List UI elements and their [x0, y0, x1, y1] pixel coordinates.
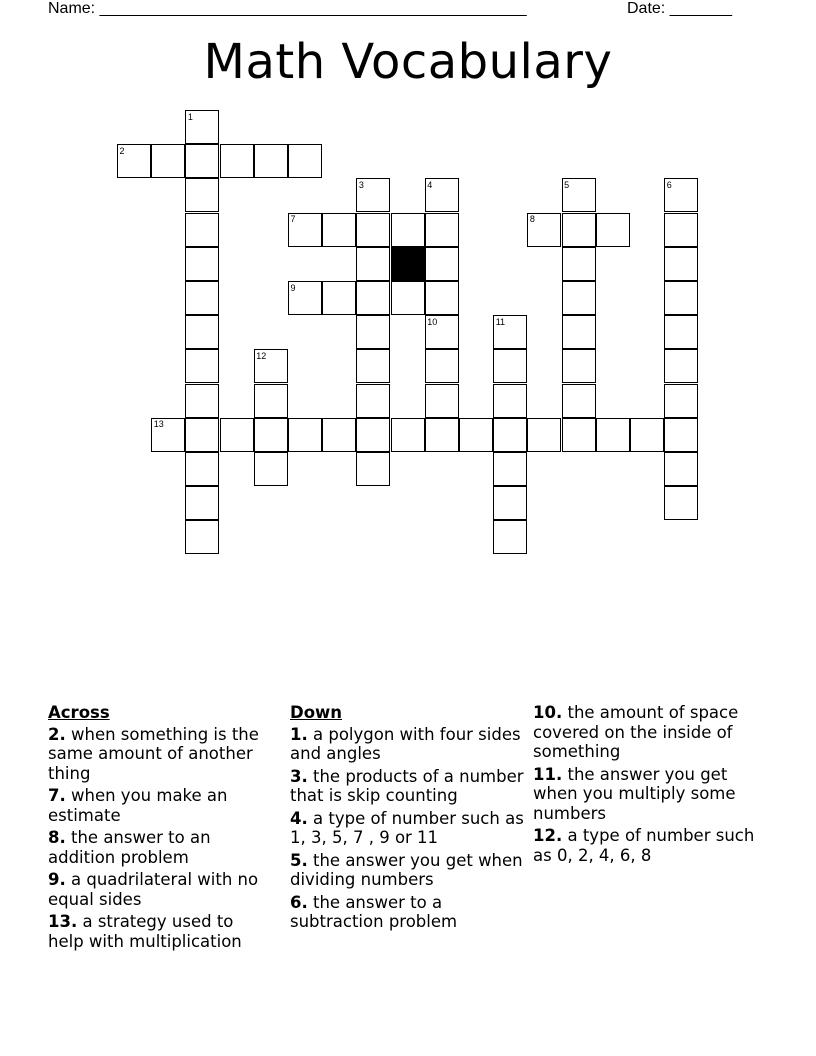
date-field[interactable]: Date: _______	[627, 0, 732, 17]
clue-number: 11.	[533, 764, 563, 784]
grid-cell[interactable]	[220, 144, 254, 178]
grid-cell[interactable]	[562, 349, 596, 383]
clue-number: 1.	[290, 724, 308, 744]
grid-cell[interactable]	[185, 315, 219, 349]
grid-cell[interactable]	[356, 452, 390, 486]
grid-cell[interactable]	[596, 213, 630, 247]
clue-down-6	[290, 893, 526, 932]
clue-number: 12.	[533, 826, 563, 845]
clue-text: a polygon with four sides and angles	[290, 724, 521, 763]
down-clues-2	[533, 703, 758, 868]
clue-number: 6.	[290, 892, 308, 912]
grid-cell[interactable]	[664, 247, 698, 281]
grid-number: 2	[119, 145, 125, 156]
grid-cell[interactable]	[391, 213, 425, 247]
clue-text: the answer you get when you multiply some numbers	[533, 764, 736, 823]
grid-cell[interactable]	[254, 418, 288, 452]
grid-cell[interactable]	[254, 384, 288, 418]
grid-cell[interactable]	[185, 349, 219, 383]
grid-cell-blocked	[391, 247, 425, 281]
grid-cell[interactable]	[185, 452, 219, 486]
clue-text: a type of number such as 0, 2, 4, 6, 8	[533, 826, 755, 865]
clue-text: a strategy used to help with multiplication	[48, 912, 242, 951]
clue-text: the products of a number that is skip counting	[290, 766, 524, 805]
grid-cell[interactable]	[356, 315, 390, 349]
grid-cell[interactable]	[185, 144, 219, 178]
clue-down-3	[290, 767, 526, 806]
grid-cell[interactable]	[425, 281, 459, 315]
grid-cell[interactable]	[425, 349, 459, 383]
grid-number: 1	[187, 111, 193, 122]
grid-cell[interactable]	[493, 418, 527, 452]
grid-cell[interactable]	[664, 486, 698, 520]
grid-number: 3	[358, 179, 364, 190]
grid-cell[interactable]	[425, 213, 459, 247]
grid-cell[interactable]	[356, 281, 390, 315]
clue-across-9	[48, 870, 268, 909]
grid-cell[interactable]	[562, 315, 596, 349]
grid-cell[interactable]	[185, 486, 219, 520]
clue-text: the answer to an addition problem	[48, 828, 211, 867]
grid-cell[interactable]	[664, 213, 698, 247]
grid-cell[interactable]	[562, 213, 596, 247]
grid-cell[interactable]	[185, 281, 219, 315]
clue-text: a quadrilateral with no equal sides	[48, 870, 259, 909]
grid-cell[interactable]	[322, 418, 356, 452]
grid-number: 13	[153, 419, 164, 430]
grid-cell[interactable]	[288, 144, 322, 178]
grid-cell[interactable]	[185, 213, 219, 247]
grid-cell[interactable]	[562, 418, 596, 452]
clue-text: the amount of space covered on the inside of something	[533, 703, 739, 761]
grid-number: 4	[427, 179, 433, 190]
grid-cell[interactable]	[391, 418, 425, 452]
clue-number: 5.	[290, 850, 308, 870]
grid-cell[interactable]	[151, 144, 185, 178]
clue-text: the answer to a subtraction problem	[290, 892, 458, 931]
grid-cell[interactable]	[664, 384, 698, 418]
grid-cell[interactable]	[562, 247, 596, 281]
grid-cell[interactable]	[185, 418, 219, 452]
grid-cell[interactable]	[425, 247, 459, 281]
down-clues-1	[290, 703, 526, 935]
clue-text: when you make an estimate	[48, 786, 228, 825]
grid-number: 10	[427, 316, 438, 327]
grid-number: 9	[290, 282, 296, 293]
clue-down-5	[290, 851, 526, 890]
grid-cell[interactable]	[527, 418, 561, 452]
grid-cell[interactable]	[356, 384, 390, 418]
across-clues	[48, 703, 268, 954]
clue-number: 8.	[48, 828, 66, 847]
grid-cell[interactable]	[596, 418, 630, 452]
grid-cell[interactable]	[356, 349, 390, 383]
grid-cell[interactable]	[493, 486, 527, 520]
grid-cell[interactable]	[220, 418, 254, 452]
clue-text: when something is the same amount of another thing	[48, 724, 259, 783]
grid-cell[interactable]	[254, 452, 288, 486]
grid-cell[interactable]	[322, 213, 356, 247]
clue-across-13	[48, 912, 268, 951]
clue-down-4	[290, 809, 526, 848]
grid-cell[interactable]	[356, 247, 390, 281]
grid-cell[interactable]	[562, 281, 596, 315]
grid-cell[interactable]	[322, 281, 356, 315]
clue-number: 2.	[48, 724, 66, 744]
clue-number: 13.	[48, 912, 78, 931]
grid-cell[interactable]	[562, 384, 596, 418]
across-heading: Across	[48, 703, 110, 722]
clue-down-10	[533, 703, 758, 762]
grid-number: 11	[495, 316, 506, 327]
grid-cell[interactable]	[664, 281, 698, 315]
grid-cell[interactable]	[185, 520, 219, 554]
grid-cell[interactable]	[288, 418, 322, 452]
grid-cell[interactable]	[493, 520, 527, 554]
grid-cell[interactable]	[254, 144, 288, 178]
down-heading: Down	[290, 703, 343, 722]
clue-across-8	[48, 828, 268, 867]
name-field[interactable]: Name: ________________________________________________	[48, 0, 527, 17]
clue-across-2	[48, 725, 268, 784]
grid-cell[interactable]	[425, 384, 459, 418]
grid-cell[interactable]	[664, 452, 698, 486]
clue-number: 9.	[48, 870, 66, 889]
clue-text: a type of number such as 1, 3, 5, 7 , 9 or 11	[290, 808, 524, 847]
grid-cell[interactable]	[664, 418, 698, 452]
clue-down-1	[290, 725, 526, 764]
grid-cell[interactable]	[493, 349, 527, 383]
grid-cell[interactable]	[391, 281, 425, 315]
clue-down-12	[533, 826, 758, 865]
grid-cell[interactable]	[185, 247, 219, 281]
grid-number: 5	[564, 179, 570, 190]
grid-number: 12	[256, 350, 267, 361]
grid-cell[interactable]	[630, 418, 664, 452]
clue-number: 7.	[48, 786, 66, 805]
grid-cell[interactable]	[664, 349, 698, 383]
grid-cell[interactable]	[493, 452, 527, 486]
grid-cell[interactable]	[185, 178, 219, 212]
grid-cell[interactable]	[664, 315, 698, 349]
grid-cell[interactable]	[493, 384, 527, 418]
clue-number: 4.	[290, 808, 308, 828]
clue-down-11	[533, 765, 758, 824]
clue-number: 3.	[290, 766, 308, 786]
grid-number: 7	[290, 214, 296, 225]
grid-cell[interactable]	[356, 418, 390, 452]
grid-number: 8	[529, 214, 535, 225]
grid-cell[interactable]	[425, 418, 459, 452]
grid-cell[interactable]	[356, 213, 390, 247]
clue-number: 10.	[533, 703, 563, 722]
grid-cell[interactable]	[185, 384, 219, 418]
page-title: Math Vocabulary	[203, 34, 613, 90]
clue-across-7	[48, 786, 268, 825]
clue-text: the answer you get when dividing numbers	[290, 850, 523, 889]
grid-number: 6	[666, 179, 672, 190]
grid-cell[interactable]	[459, 418, 493, 452]
